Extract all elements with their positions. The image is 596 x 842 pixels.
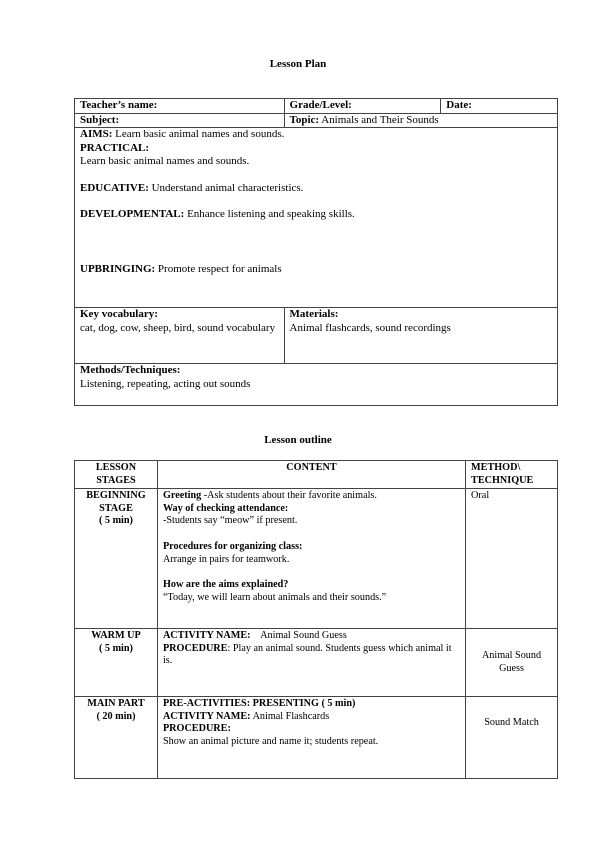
attendance-label: Way of checking attendance: xyxy=(162,502,289,514)
upbringing-label: UPBRINGING: xyxy=(80,262,156,275)
greeting-value: -Ask students about their favorite animals. xyxy=(203,490,377,502)
topic-value: Animals and Their Sounds xyxy=(321,113,439,126)
lesson-outline-table xyxy=(74,460,558,779)
topic-cell xyxy=(284,113,557,128)
vocabulary-value: cat, dog, cow, sheep, bird, sound vocabulary xyxy=(80,321,276,334)
warmup-procedure-value: : Play an animal sound. Students guess which animal it is. xyxy=(162,642,452,667)
aims-cell xyxy=(75,128,558,308)
subject-label: Subject: xyxy=(80,113,120,126)
beginning-stage-cell: BEGINNING STAGE ( 5 min) xyxy=(75,489,158,629)
aims-question-value: “Today, we will learn about animals and their sounds.” xyxy=(162,591,387,603)
developmental-label: DEVELOPMENTAL: xyxy=(80,208,185,220)
main-procedure-value: Show an animal picture and name it; students repeat. xyxy=(162,735,379,747)
stages-header: LESSON STAGES xyxy=(75,461,158,489)
methods-label: Methods/Techniques: xyxy=(80,364,181,376)
grade-level-label: Grade/Level: xyxy=(289,99,352,111)
educative-label: EDUCATIVE: xyxy=(80,181,149,194)
main-part-method-cell: Sound Match xyxy=(466,697,558,779)
main-part-content-cell xyxy=(157,697,465,779)
practical-value: Learn basic animal names and sounds. xyxy=(80,155,250,167)
vocabulary-cell xyxy=(75,308,285,364)
teacher-name-label: Teacher’s name: xyxy=(80,99,158,111)
warmup-method-cell: Animal Sound Guess xyxy=(466,629,558,697)
main-activity-value: Animal Flashcards xyxy=(252,710,330,722)
date-label: Date: xyxy=(446,99,472,111)
attendance-value: -Students say “meow” if present. xyxy=(162,515,298,527)
practical-label: PRACTICAL: xyxy=(80,141,150,154)
grade-level-cell xyxy=(284,99,441,114)
methods-value: Listening, repeating, acting out sounds xyxy=(80,377,251,390)
materials-cell xyxy=(284,308,557,364)
greeting-label: Greeting xyxy=(162,490,202,502)
main-part-stage-cell: MAIN PART ( 20 min) xyxy=(75,697,158,779)
warmup-content-cell xyxy=(157,629,465,697)
subject-cell xyxy=(75,113,285,128)
teacher-name-cell xyxy=(75,99,285,114)
educative-value: Understand animal characteristics. xyxy=(151,181,304,194)
developmental-value: Enhance listening and speaking skills. xyxy=(187,208,355,220)
warmup-stage-cell: WARM UP ( 5 min) xyxy=(75,629,158,697)
vocabulary-label: Key vocabulary: xyxy=(80,308,158,320)
aims-value: Learn basic animal names and sounds. xyxy=(115,128,285,140)
aims-label: AIMS: xyxy=(80,128,113,140)
date-cell xyxy=(441,99,558,114)
warmup-activity-label: ACTIVITY NAME: xyxy=(162,630,251,642)
lesson-plan-title: Lesson Plan xyxy=(269,58,327,70)
method-header: METHOD\ TECHNIQUE xyxy=(466,461,558,489)
methods-cell xyxy=(75,364,558,406)
procedures-label: Procedures for organizing class: xyxy=(162,540,303,552)
lesson-plan-table xyxy=(74,98,558,406)
procedures-value: Arrange in pairs for teamwork. xyxy=(162,553,290,565)
beginning-method-cell: Oral xyxy=(466,489,558,629)
main-activity-label: ACTIVITY NAME: xyxy=(162,710,251,722)
warmup-activity-value: Animal Sound Guess xyxy=(260,630,347,642)
materials-value: Animal flashcards, sound recordings xyxy=(289,321,451,334)
warmup-procedure-label: PROCEDURE xyxy=(162,642,228,654)
content-header: CONTENT xyxy=(157,461,465,489)
topic-label: Topic: xyxy=(289,113,320,126)
aims-question-label: How are the aims explained? xyxy=(162,579,289,591)
materials-label: Materials: xyxy=(289,308,339,320)
beginning-content-cell xyxy=(157,489,465,629)
upbringing-value: Promote respect for animals xyxy=(157,262,282,275)
lesson-outline-title: Lesson outline xyxy=(264,434,332,446)
main-procedure-label: PROCEDURE: xyxy=(162,723,231,735)
pre-activities-label: PRE-ACTIVITIES: PRESENTING ( 5 min) xyxy=(162,698,356,710)
